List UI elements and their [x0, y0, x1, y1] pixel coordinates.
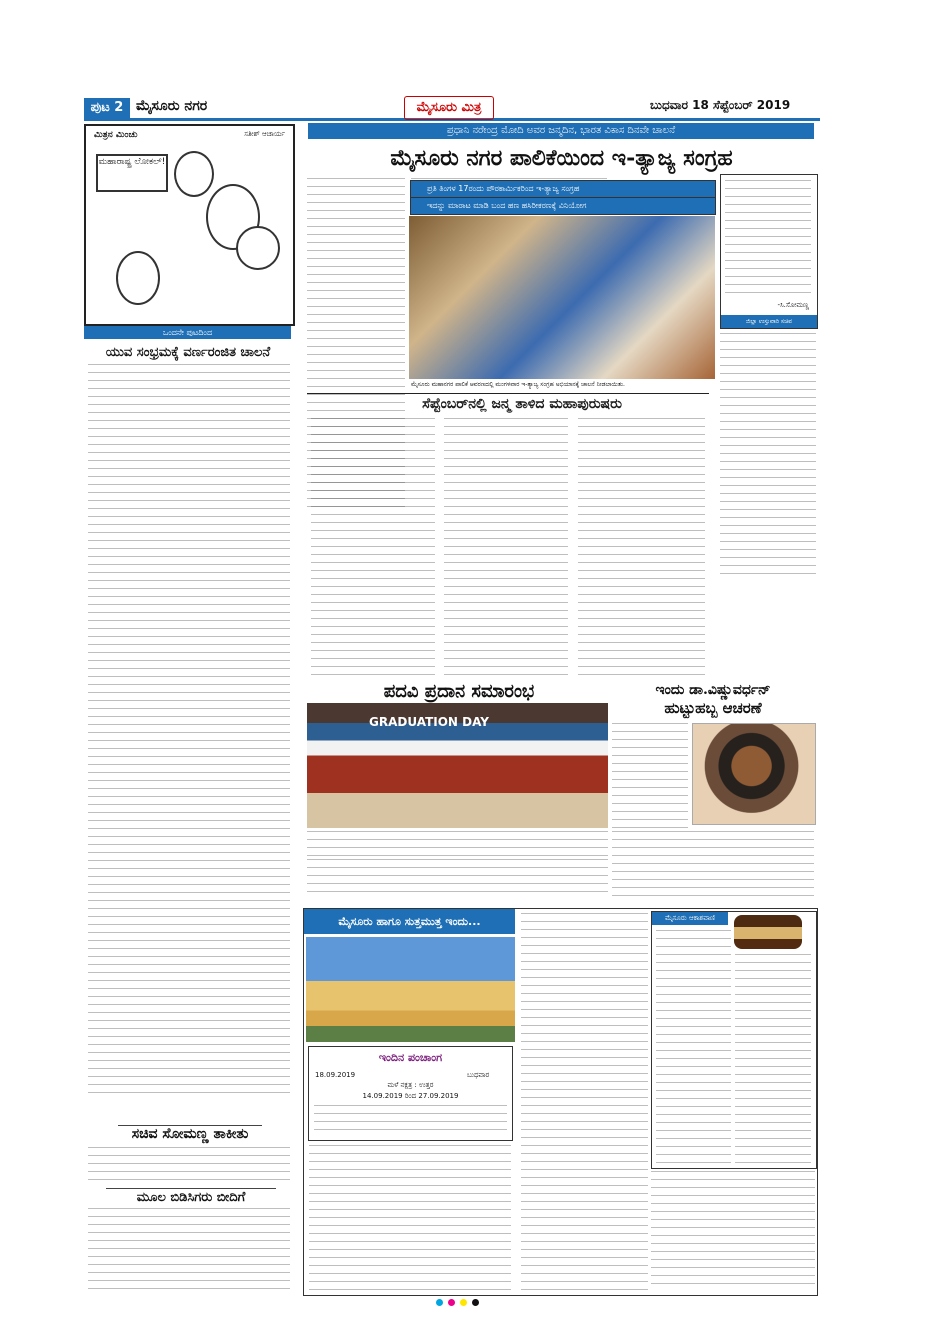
main-bullet-2-text: ಇದನ್ನು ಮಾರಾಟ ಮಾಡಿ ಬಂದ ಹಣ ಹಸಿರೀಕರಣಕ್ಕೆ ವಿನಿಯೋಗ	[427, 201, 587, 210]
graduation-story	[307, 681, 608, 859]
quote-role: ಜಿಲ್ಲಾ ಉಸ್ತುವಾರಿ ಸಚಿವ	[721, 315, 817, 328]
page-date: ಬುಧವಾರ 18 ಸೆಪ್ಟೆಂಬರ್ 2019	[650, 98, 791, 112]
mysore-palace-image	[306, 937, 515, 1042]
panchanga-title: ಇಂದಿನ ಪಂಚಾಂಗ	[378, 1051, 443, 1064]
main-headline: ಮೈಸೂರು ನಗರ ಪಾಲಿಕೆಯಿಂದ ಇ-ತ್ಯಾಜ್ಯ ಸಂಗ್ರಹ	[390, 145, 733, 171]
yellow-mark	[460, 1299, 467, 1306]
panchanga-box	[308, 1046, 513, 1141]
vishnu-title-line-2: ಹುಟ್ಟುಹಬ್ಬ ಆಚರಣೆ	[664, 699, 762, 717]
quote-signature: -ಸಿ.ಸೋಮಣ್ಣ	[777, 301, 809, 309]
quote-box	[720, 174, 818, 329]
september-personalities-title: ಸೆಪ್ಟೆಂಬರ್‌ನಲ್ಲಿ ಜನ್ಮ ತಾಳಿದ ಮಹಾಪುರುಷರು	[422, 396, 622, 412]
cartoon-figure-bottom-left	[116, 251, 160, 305]
panchanga-day: ಬುಧವಾರ	[467, 1071, 490, 1079]
left-story-1-body	[88, 364, 290, 1098]
quote-text	[725, 180, 811, 298]
magenta-mark	[448, 1299, 455, 1306]
city-listings-box	[303, 908, 818, 1296]
registration-marks	[436, 1299, 490, 1307]
main-bullet-1	[410, 180, 716, 198]
vishnu-title-line-1: ಇಂದು ಡಾ.ವಿಷ್ಣುವರ್ಧನ್	[655, 682, 771, 698]
radio-schedule-box	[651, 911, 817, 1169]
graduation-title: ಪದವಿ ಪ್ರದಾನ ಸಮಾರಂಭ	[383, 681, 535, 702]
left-story-2-body	[88, 1147, 290, 1182]
left-story-3-body	[88, 1208, 290, 1290]
main-body-right-column	[720, 333, 816, 579]
left-story-3-title: ಮೂಲ ಬಿಡಿಸಿಗರು ಬೀದಿಗೆ	[106, 1188, 276, 1206]
main-photo-caption: ಮೈಸೂರು ಮಹಾನಗರ ಪಾಲಿಕೆ ಆವರಣದಲ್ಲಿ ಮಂಗಳವಾರ ಇ-ತ್ಯಾಜ್ಯ ಸಂಗ್ರಹ ಅಭಿಯಾನಕ್ಕೆ ಚಾಲನೆ ನೀಡಲಾಯಿತು.	[411, 381, 625, 388]
city-listings-middle-text	[521, 913, 648, 1290]
graduation-body	[307, 859, 608, 896]
graduation-banner: GRADUATION DAY	[369, 715, 489, 729]
cyan-mark	[436, 1299, 443, 1306]
main-bullet-2	[410, 197, 716, 215]
city-listings-right-text	[651, 1171, 815, 1290]
radio-schedule-left	[656, 930, 731, 1164]
september-personalities-story	[307, 393, 709, 679]
radio-image	[734, 915, 802, 949]
cartoon-header: ಮಿತ್ರನ ಮಿಂಚು	[94, 130, 138, 140]
main-bullet-1-text: ಪ್ರತಿ ತಿಂಗಳ 17ರಂದು ಪೌರಕಾರ್ಮಿಕರಿಂದ ಇ-ತ್ಯಾಜ್ಯ ಸಂಗ್ರಹ	[427, 184, 580, 193]
panchanga-details	[314, 1105, 507, 1136]
cartoon-figure-right	[236, 226, 280, 270]
main-photo	[409, 216, 715, 379]
sep-column-2	[444, 418, 568, 675]
sep-column-1	[311, 418, 435, 675]
editorial-cartoon	[84, 124, 295, 326]
masthead-logo: ಮೈಸೂರು ಮಿತ್ರ	[404, 96, 494, 120]
vishnuvardhan-story	[610, 681, 816, 901]
page-number-badge: ಪುಟ 2	[84, 98, 130, 118]
black-mark	[472, 1299, 479, 1306]
city-listings-title: ಮೈಸೂರು ಹಾಗೂ ಸುತ್ತಮುತ್ತ ಇಂದು...	[304, 909, 515, 934]
left-story-2-title: ಸಚಿವ ಸೋಮಣ್ಣ ತಾಕೀತು	[118, 1125, 262, 1143]
panchanga-date: 18.09.2019	[315, 1071, 356, 1079]
main-kicker: ಪ್ರಧಾನಿ ನರೇಂದ್ರ ಮೋದಿ ಅವರ ಜನ್ಮದಿನ, ಭಾರತ ವಿಕಾಸ ದಿನವೇ ಚಾಲನೆ	[308, 123, 814, 139]
radio-title: ಮೈಸೂರು ಆಕಾಶವಾಣಿ	[652, 912, 728, 925]
city-listings-left-text	[309, 1145, 511, 1291]
radio-schedule-right	[735, 954, 811, 1164]
graduation-caption	[307, 831, 608, 859]
panchanga-line-2: 14.09.2019 ರಿಂದ 27.09.2019	[362, 1092, 459, 1100]
left-story-1-title: ಯುವ ಸಂಭ್ರಮಕ್ಕೆ ವರ್ಣರಂಜಿತ ಚಾಲನೆ	[105, 345, 271, 360]
vishnu-portrait	[692, 723, 816, 825]
section-title: ಮೈಸೂರು ನಗರ	[136, 98, 208, 114]
cartoon-credit: ಸತೀಶ್ ಆಚಾರ್ಯ	[244, 130, 285, 138]
panchanga-line-1: ಮಳೆ ನಕ್ಷತ್ರ : ಉತ್ತರ	[387, 1081, 434, 1089]
sep-column-3	[578, 418, 705, 675]
cartoon-speech-bubble: ಮಹಾರಾಷ್ಟ್ರ ಲೋಕಲ್!	[96, 154, 168, 192]
vishnu-text-bottom	[612, 831, 814, 899]
left-sub-banner: ಒಂದನೇ ಪುಟದಿಂದ	[84, 326, 291, 339]
cartoon-figure-left	[174, 151, 214, 197]
vishnu-text-column	[612, 723, 688, 828]
graduation-photo	[307, 703, 608, 828]
